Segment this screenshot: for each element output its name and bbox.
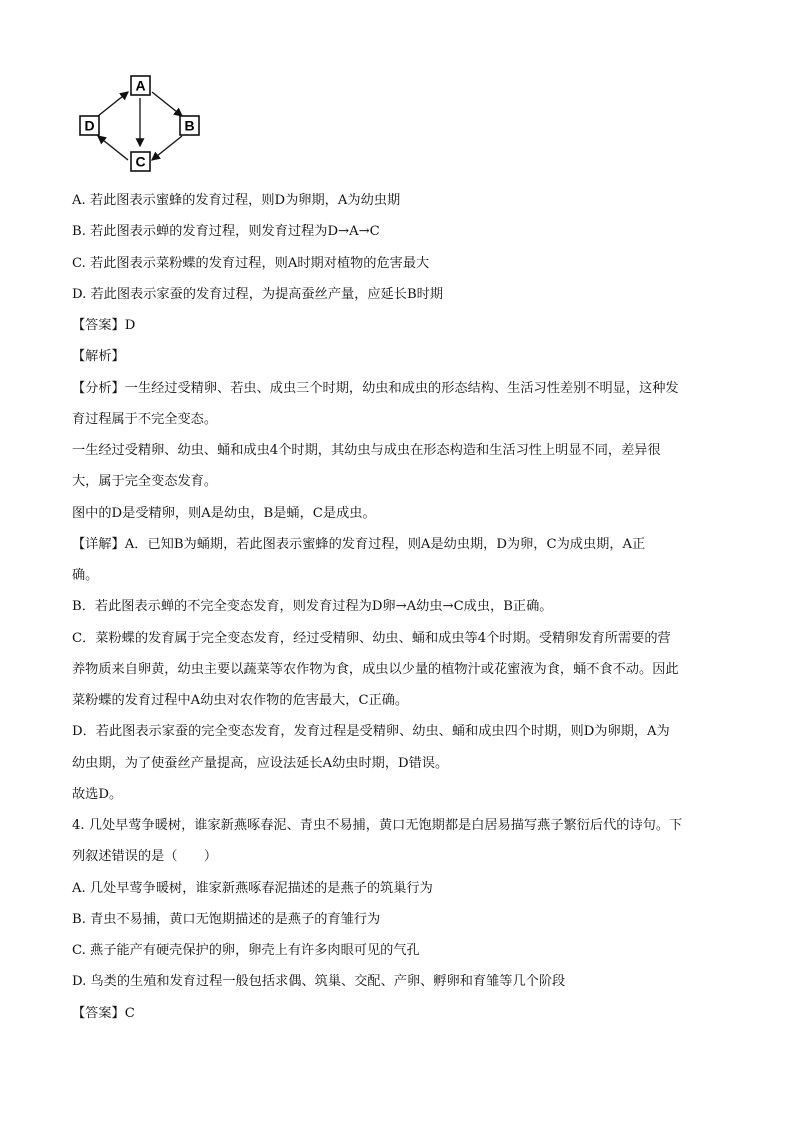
node-a	[131, 76, 150, 95]
analysis-line-8: B．若此图表示蝉的不完全变态发育，则发育过程为D卵→A幼虫→C成虫，B正确。	[72, 599, 553, 614]
analysis-line-14: 故选D。	[72, 787, 123, 802]
analysis-line-7: 确。	[72, 568, 99, 583]
analysis-line-9: C．菜粉蝶的发育属于完全变态发育，经过受精卵、幼虫、蛹和成虫等4个时期。受精卵发育所需要的营	[72, 631, 671, 646]
analysis-line-6: 【详解】A．已知B为蛹期，若此图表示蜜蜂的发育过程，则A是幼虫期，D为卵，C为成虫期，A正	[72, 537, 646, 552]
node-c-label: C	[135, 153, 146, 170]
q3-analysis-label: 【解析】	[72, 349, 125, 364]
analysis-line-13: 幼虫期，为了使蚕丝产量提高，应设法延长A幼虫时期，D错误。	[72, 756, 449, 771]
analysis-line-5: 图中的D是受精卵，则A是幼虫，B是蛹，C是成虫。	[72, 506, 376, 521]
q4-stem-line-2: 列叙述错误的是（ ）	[72, 849, 218, 864]
analysis-line-3: 一生经过受精卵、幼虫、蛹和成虫4个时期，其幼虫与成虫在形态构造和生活习性上明显不同，差异很	[72, 443, 661, 458]
analysis-line-4: 大，属于完全变态发育。	[72, 474, 218, 489]
arrow-c-to-d	[98, 136, 128, 160]
q4-option-d: D. 鸟类的生殖和发育过程一般包括求偶、筑巢、交配、产卵、孵卵和育雏等几个阶段	[72, 974, 566, 989]
q4-stem-line-1: 4. 几处早莺争暖树，谁家新燕啄春泥、青虫不易捕，黄口无饱期都是白居易描写燕子繁衍后代的诗句。下	[72, 818, 683, 833]
life-cycle-diagram	[72, 72, 212, 178]
q4-answer: 【答案】C	[72, 1006, 135, 1021]
node-d	[80, 116, 99, 135]
analysis-line-11: 菜粉蝶的发育过程中A幼虫对农作物的危害最大，C正确。	[72, 693, 409, 708]
node-a-label: A	[135, 77, 146, 94]
analysis-line-12: D．若此图表示家蚕的完全变态发育，发育过程是受精卵、幼虫、蛹和成虫四个时期，则D为卵期，A为	[72, 724, 670, 739]
analysis-line-1: 【分析】一生经过受精卵、若虫、成虫三个时期，幼虫和成虫的形态结构、生活习性差别不明显，这种发	[72, 381, 679, 396]
q3-option-c: C. 若此图表示菜粉蝶的发育过程，则A时期对植物的危害最大	[72, 256, 430, 271]
arrow-a-to-b	[152, 92, 182, 116]
node-b	[180, 116, 199, 135]
node-c	[131, 152, 150, 171]
analysis-line-10: 养物质来自卵黄，幼虫主要以蔬菜等农作物为食，成虫以少量的植物汁或花蜜液为食，蛹不食不动。因此	[72, 662, 679, 677]
q3-option-d: D. 若此图表示家蚕的发育过程，为提高蚕丝产量，应延长B时期	[72, 287, 444, 302]
analysis-line-2: 育过程属于不完全变态。	[72, 412, 218, 427]
node-d-label: D	[84, 117, 95, 134]
arrow-d-to-a	[98, 92, 128, 116]
q4-option-c: C. 燕子能产有硬壳保护的卵，卵壳上有许多肉眼可见的气孔	[72, 943, 420, 958]
arrow-b-to-c	[152, 136, 182, 160]
q3-option-b: B. 若此图表示蝉的发育过程，则发育过程为D→A→C	[72, 224, 380, 239]
q4-option-b: B. 青虫不易捕，黄口无饱期描述的是燕子的育雏行为	[72, 912, 381, 927]
q3-answer: 【答案】D	[72, 318, 136, 333]
node-b-label: B	[184, 117, 195, 134]
q3-option-a: A. 若此图表示蜜蜂的发育过程，则D为卵期，A为幼虫期	[72, 193, 401, 208]
q4-option-a: A. 几处早莺争暖树，谁家新燕啄春泥描述的是燕子的筑巢行为	[72, 881, 433, 896]
